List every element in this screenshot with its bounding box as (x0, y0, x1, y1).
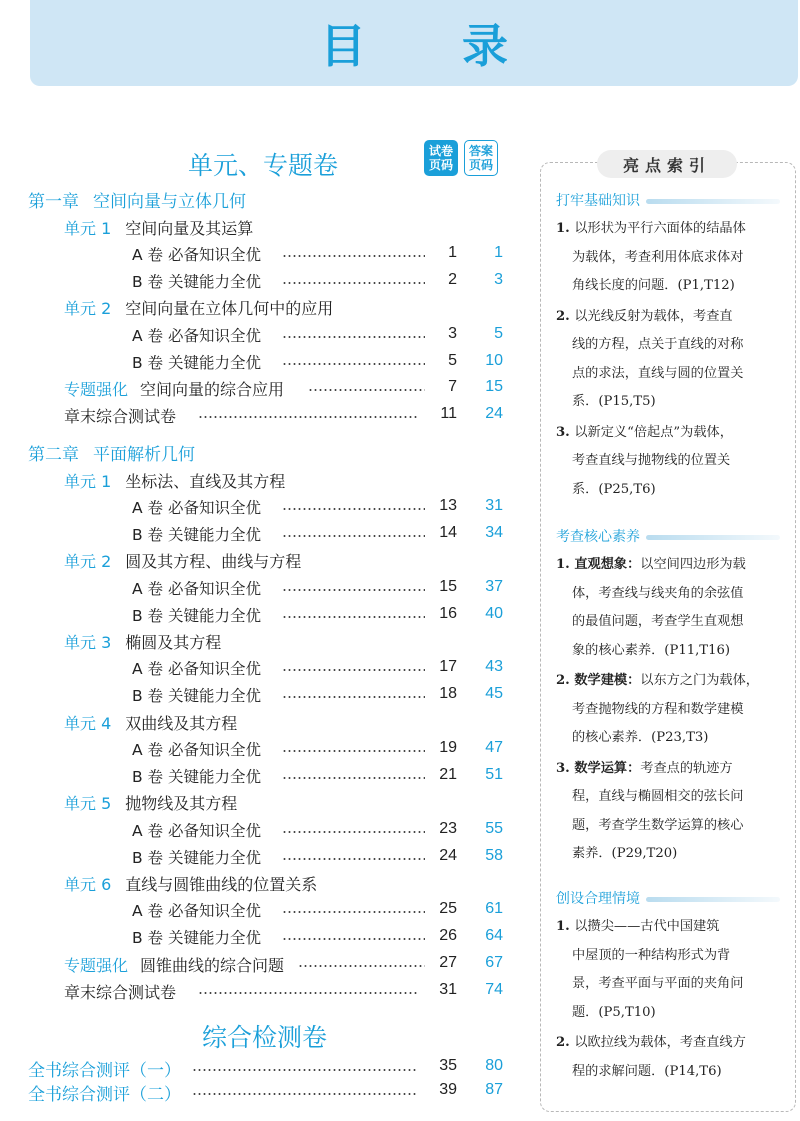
special-topic-tag: 专题强化 (64, 379, 129, 399)
paper-row: B 卷 关键能力全优 (132, 929, 261, 948)
unit-tag: 单元 3 (64, 632, 112, 652)
answer-page-number: 1 (494, 243, 503, 261)
highlight-line: 3. 数学运算：考查点的轨迹方 (556, 760, 733, 776)
unit-title: 圆及其方程、曲线与方程 (125, 552, 302, 572)
answer-page-badge: 答案 页码 (464, 140, 498, 176)
highlight-item (556, 755, 784, 869)
paper-page-number: 17 (439, 658, 457, 676)
highlight-line: 景，考查平面与平面的夹角问 (572, 976, 744, 991)
dot-leader (282, 616, 425, 618)
sidebar-category-title: 考查核心素养 (556, 529, 640, 545)
answer-page-number: 15 (485, 378, 503, 396)
paper-row: A 卷 必备知识全优 (132, 741, 261, 759)
highlight-line: 点的求法，直线与圆的位置关 (572, 365, 744, 381)
highlight-line: 3. 以新定义“倍起点”为载体， (556, 424, 733, 440)
dot-leader (282, 831, 425, 833)
paper-page-badge: 试卷 页码 (424, 140, 458, 176)
highlight-line: 为载体，考查利用体底求体对 (572, 249, 744, 265)
unit-title: 空间向量及其运算 (125, 218, 254, 238)
category-underline (646, 535, 780, 540)
unit-row (64, 468, 285, 492)
chapter-title: 平面解析几何 (93, 445, 195, 465)
dot-leader (282, 696, 425, 698)
paper-page-number: 13 (439, 496, 457, 514)
paper-row: A 卷 必备知识全优 (132, 902, 261, 921)
paper-page-number: 2 (448, 270, 457, 288)
item-number: 1. (556, 557, 575, 572)
highlight-line: 的最值问题，考查学生直观想 (572, 614, 744, 629)
chapter-label: 第二章 (28, 445, 79, 465)
paper-row: B 卷 关键能力全优 (132, 767, 261, 786)
comprehensive-test-title: 全书综合测评（一） (28, 1061, 181, 1081)
paper-page-number: 35 (439, 1057, 457, 1074)
highlight-line: 体，考查线与线夹角的余弦值 (572, 585, 744, 601)
item-number: 1. (556, 221, 575, 236)
item-lead: 数学建模： (574, 673, 641, 688)
unit-row (64, 629, 221, 653)
highlight-line: 题，考查学生数学运算的核心 (572, 817, 744, 833)
chapter-title: 空间向量与立体几何 (93, 192, 246, 212)
page-title: 目 录 (319, 19, 548, 73)
item-lead: 直观想象： (574, 557, 641, 572)
dot-leader (298, 965, 425, 967)
highlight-line: 1. 直观想象：以空间四边形为载 (556, 557, 746, 572)
unit-title: 抛物线及其方程 (125, 794, 238, 814)
chapter-test-title: 章末综合测试卷 (64, 982, 177, 1002)
unit-title: 椭圆及其方程 (125, 632, 222, 652)
paper-page-number: 18 (439, 685, 457, 703)
dot-leader (198, 992, 418, 994)
dot-leader (282, 911, 425, 913)
chapter-label: 第一章 (28, 192, 79, 212)
highlight-line: 程的求解问题．(P14,T6) (572, 1063, 722, 1079)
answer-page-number: 67 (485, 954, 503, 972)
highlight-line: 象的核心素养．(P11,T16) (572, 642, 731, 658)
highlight-item (556, 215, 784, 301)
paper-row: B 卷 关键能力全优 (132, 525, 261, 544)
paper-page-number: 15 (439, 577, 457, 595)
paper-page-number: 25 (439, 900, 457, 918)
answer-page-number: 47 (485, 739, 503, 756)
chapter-test-title: 章末综合测试卷 (64, 406, 177, 426)
answer-page-number: 64 (485, 927, 503, 945)
paper-page-number: 14 (439, 523, 457, 541)
paper-page-number: 21 (439, 765, 457, 783)
highlight-line: 考查直线与抛物线的位置关 (572, 453, 731, 468)
item-number: 3. (556, 760, 575, 776)
paper-row: A 卷 必备知识全优 (132, 326, 261, 345)
dot-leader (282, 750, 425, 752)
special-topic-title: 空间向量的综合应用 (140, 379, 285, 399)
highlight-line: 考查抛物线的方程和数学建模 (572, 701, 744, 717)
dot-leader (192, 1093, 418, 1095)
paper-page-number: 31 (439, 981, 457, 999)
unit-title: 直线与圆锥曲线的位置关系 (125, 875, 318, 894)
chapter-heading (28, 187, 246, 212)
paper-row: A 卷 必备知识全优 (132, 245, 261, 264)
highlight-item (556, 1029, 784, 1086)
special-topic-row (64, 376, 284, 400)
column-badges (424, 140, 498, 176)
unit-tag: 单元 1 (64, 471, 112, 491)
item-number: 2. (556, 308, 575, 324)
paper-page-number: 7 (448, 378, 457, 396)
paper-row: B 卷 关键能力全优 (132, 272, 261, 291)
dot-leader (282, 363, 425, 365)
highlight-line: 角线长度的问题．(P1,T12) (572, 278, 735, 293)
paper-page-number: 16 (439, 604, 457, 622)
paper-row: B 卷 关键能力全优 (132, 353, 261, 372)
unit-row (64, 215, 253, 239)
item-lead: 数学运算： (574, 760, 641, 776)
item-number: 1. (556, 919, 575, 934)
unit-title: 坐标法、直线及其方程 (125, 471, 286, 491)
paper-page-number: 11 (440, 405, 457, 423)
highlight-line: 系．(P25,T6) (572, 481, 656, 497)
highlight-line: 1. 以攒尖——古代中国建筑 (556, 919, 720, 934)
highlight-line: 2. 以欧拉线为载体，考查直线方 (556, 1035, 746, 1050)
dot-leader (282, 777, 425, 779)
highlight-line: 的核心素养．(P23,T3) (572, 730, 709, 745)
dot-leader (198, 416, 418, 418)
highlight-line: 系．(P15,T5) (572, 394, 656, 409)
item-number: 2. (556, 1035, 575, 1050)
section-heading-units: 单元、专题卷 (188, 151, 339, 180)
answer-page-number: 31 (485, 496, 503, 514)
comprehensive-test-title: 全书综合测评（二） (28, 1085, 181, 1105)
highlight-item (556, 667, 784, 753)
paper-page-number: 24 (439, 846, 457, 864)
unit-row (64, 710, 237, 734)
paper-page-number: 23 (439, 819, 457, 837)
chapter-test-row (64, 403, 176, 427)
answer-page-number: 74 (485, 981, 503, 999)
dot-leader (282, 589, 425, 591)
sidebar-heading: 亮点索引 (597, 150, 737, 178)
highlight-line: 素养．(P29,T20) (572, 846, 678, 861)
title-banner (30, 0, 798, 86)
answer-page-number: 10 (485, 351, 503, 369)
unit-tag: 单元 1 (64, 218, 112, 238)
paper-page-number: 5 (448, 351, 457, 369)
highlight-line: 2. 数学建模：以东方之门为载体， (556, 673, 759, 688)
answer-page-number: 5 (494, 324, 503, 342)
unit-row (64, 872, 317, 896)
paper-row: B 卷 关键能力全优 (132, 848, 261, 867)
paper-row: B 卷 关键能力全优 (132, 687, 261, 706)
dot-leader (282, 669, 425, 671)
paper-page-number: 19 (439, 739, 457, 756)
answer-page-number: 87 (485, 1081, 503, 1098)
sidebar-category-title: 创设合理情境 (556, 891, 640, 907)
highlight-line: 1. 以形状为平行六面体的结晶体 (556, 221, 746, 236)
dot-leader (282, 255, 425, 257)
dot-leader (282, 282, 425, 284)
dot-leader (282, 938, 425, 940)
special-topic-tag: 专题强化 (64, 955, 129, 975)
item-number: 2. (556, 673, 575, 688)
paper-row: B 卷 关键能力全优 (132, 606, 261, 625)
dot-leader (282, 535, 425, 537)
paper-page-number: 1 (448, 243, 457, 261)
special-topic-row (64, 952, 284, 976)
highlight-line: 线的方程，点关于直线的对称 (572, 337, 744, 352)
unit-title: 空间向量在立体几何中的应用 (125, 299, 334, 319)
item-number: 3. (556, 424, 575, 440)
unit-tag: 单元 4 (64, 713, 112, 733)
dot-leader (282, 336, 425, 338)
answer-page-number: 40 (485, 604, 503, 622)
paper-page-number: 3 (448, 324, 457, 342)
paper-row: A 卷 必备知识全优 (132, 821, 261, 840)
answer-page-number: 3 (494, 270, 503, 288)
unit-row (64, 549, 301, 573)
answer-page-number: 51 (485, 765, 503, 783)
unit-row (64, 296, 333, 320)
unit-title: 双曲线及其方程 (125, 713, 238, 733)
answer-page-number: 24 (485, 405, 503, 423)
highlight-line: 程，直线与椭圆相交的弦长问 (572, 789, 744, 804)
unit-row (64, 791, 237, 815)
paper-row: A 卷 必备知识全优 (132, 660, 261, 679)
answer-page-number: 80 (485, 1057, 503, 1074)
dot-leader (282, 508, 425, 510)
answer-page-number: 43 (485, 658, 503, 676)
section-heading-comprehensive: 综合检测卷 (202, 1023, 328, 1052)
unit-tag: 单元 5 (64, 794, 112, 814)
sidebar-category-title: 打牢基础知识 (556, 193, 640, 209)
answer-page-number: 34 (485, 523, 503, 541)
answer-page-number: 58 (485, 846, 503, 864)
paper-page-number: 39 (439, 1081, 457, 1098)
answer-page-number: 55 (485, 819, 503, 837)
unit-tag: 单元 6 (64, 875, 112, 894)
highlight-item (556, 303, 784, 417)
special-topic-title: 圆锥曲线的综合问题 (140, 955, 285, 975)
paper-page-number: 26 (439, 927, 457, 945)
chapter-heading (28, 440, 195, 465)
unit-tag: 单元 2 (64, 552, 112, 572)
dot-leader (282, 858, 425, 860)
dot-leader (192, 1069, 418, 1071)
category-underline (646, 199, 780, 204)
highlight-line: 题．(P5,T10) (572, 1004, 656, 1020)
highlight-line: 2. 以光线反射为载体，考查直 (556, 308, 733, 324)
answer-page-number: 61 (485, 900, 503, 918)
chapter-test-row (64, 979, 176, 1003)
dot-leader (308, 389, 425, 391)
category-underline (646, 897, 780, 902)
paper-row: A 卷 必备知识全优 (132, 579, 261, 598)
paper-page-number: 27 (439, 954, 457, 972)
highlight-item (556, 551, 784, 665)
paper-row: A 卷 必备知识全优 (132, 498, 261, 517)
highlight-item (556, 913, 784, 1027)
highlight-line: 中屋顶的一种结构形式为背 (572, 947, 731, 963)
highlight-item (556, 419, 784, 505)
answer-page-number: 45 (485, 685, 503, 703)
unit-tag: 单元 2 (64, 299, 112, 319)
answer-page-number: 37 (485, 577, 503, 595)
